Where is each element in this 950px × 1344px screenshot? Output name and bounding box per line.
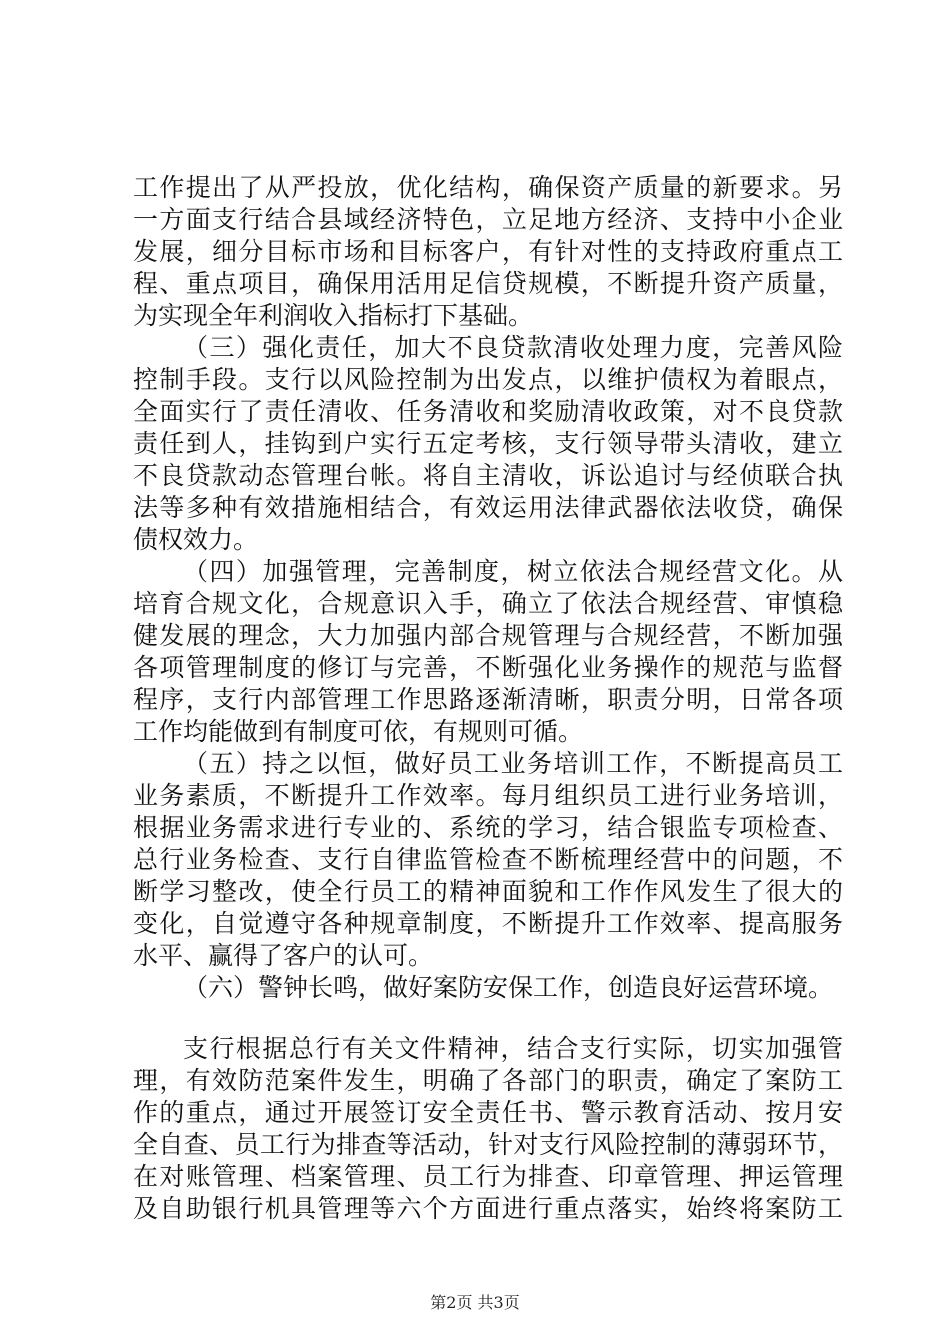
text-line: 健发展的理念，大力加强内部合规管理与合规经营，不断加强 xyxy=(133,621,843,650)
text-line: 培育合规文化，合规意识入手，确立了依法合规经营、审慎稳 xyxy=(133,589,843,618)
text-line: 工作均能做到有制度可依，有规则可循。 xyxy=(133,717,584,746)
document-body xyxy=(133,172,843,1225)
section-heading-line: （四）加强管理，完善制度，树立依法合规经营文化。从 xyxy=(183,557,843,586)
section-heading-line: （六）警钟长鸣，做好案防安保工作，创造良好运营环境。 xyxy=(183,973,834,1002)
text-line: 作的重点，通过开展签订安全责任书、警示教育活动、按月安 xyxy=(133,1098,843,1127)
text-line: 业务素质，不断提升工作效率。每月组织员工进行业务培训， xyxy=(133,781,843,810)
text-line: 根据业务需求进行专业的、系统的学习，结合银监专项检查、 xyxy=(133,813,843,842)
text-line: 及自助银行机具管理等六个方面进行重点落实，始终将案防工 xyxy=(133,1194,843,1223)
text-line: 水平、赢得了客户的认可。 xyxy=(133,941,434,970)
text-line: 程序，支行内部管理工作思路逐渐清晰，职责分明，日常各项 xyxy=(133,685,843,714)
section-heading-line: （五）持之以恒，做好员工业务培训工作，不断提高员工 xyxy=(183,749,843,778)
text-line: 为实现全年利润收入指标打下基础。 xyxy=(133,301,534,330)
text-line: 全面实行了责任清收、任务清收和奖励清收政策，对不良贷款 xyxy=(133,397,843,426)
text-line: 债权效力。 xyxy=(133,525,259,554)
paragraph-gap xyxy=(133,1004,843,1033)
text-line: 控制手段。支行以风险控制为出发点，以维护债权为着眼点， xyxy=(133,365,843,394)
text-line: 理，有效防范案件发生，明确了各部门的职责，确定了案防工 xyxy=(133,1066,843,1095)
text-line: 程、重点项目，确保用活用足信贷规模，不断提升资产质量， xyxy=(133,269,843,298)
text-line: 在对账管理、档案管理、员工行为排查、印章管理、押运管理 xyxy=(133,1162,843,1191)
page-number-footer: 第2页 共3页 xyxy=(430,1293,520,1312)
text-line: 一方面支行结合县域经济特色，立足地方经济、支持中小企业 xyxy=(133,205,843,234)
paragraph-section-6-body xyxy=(133,1033,843,1225)
text-line: 全自查、员工行为排查等活动，针对支行风险控制的薄弱环节， xyxy=(133,1130,843,1159)
text-line: 总行业务检查、支行自律监管检查不断梳理经营中的问题，不 xyxy=(133,845,843,874)
paragraph-section-5 xyxy=(133,748,843,972)
text-line: 不良贷款动态管理台帐。将自主清收，诉讼追讨与经侦联合执 xyxy=(133,461,843,490)
section-heading-line: （三）强化责任，加大不良贷款清收处理力度，完善风险 xyxy=(183,333,843,362)
text-line: 支行根据总行有关文件精神，结合支行实际，切实加强管 xyxy=(183,1034,843,1063)
text-line: 变化，自觉遵守各种规章制度，不断提升工作效率、提高服务 xyxy=(133,909,843,938)
text-line: 责任到人，挂钩到户实行五定考核，支行领导带头清收，建立 xyxy=(133,429,843,458)
paragraph-section-6-heading xyxy=(133,972,843,1004)
text-line: 法等多种有效措施相结合，有效运用法律武器依法收贷，确保 xyxy=(133,493,843,522)
text-line: 工作提出了从严投放，优化结构，确保资产质量的新要求。另 xyxy=(133,173,843,202)
paragraph-section-4 xyxy=(133,556,843,748)
paragraph-section-3 xyxy=(133,332,843,556)
text-line: 各项管理制度的修订与完善，不断强化业务操作的规范与监督 xyxy=(133,653,843,682)
text-line: 发展，细分目标市场和目标客户，有针对性的支持政府重点工 xyxy=(133,237,843,266)
paragraph-continuation xyxy=(133,172,843,332)
text-line: 断学习整改，使全行员工的精神面貌和工作作风发生了很大的 xyxy=(133,877,843,906)
